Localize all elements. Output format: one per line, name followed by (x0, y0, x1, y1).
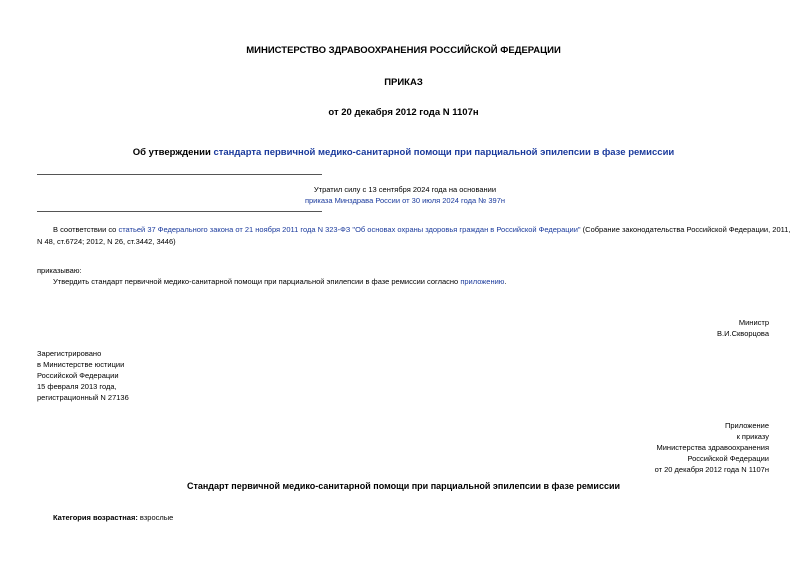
doc-type-heading: ПРИКАЗ (384, 77, 423, 88)
order-text (53, 276, 507, 287)
appendix-link[interactable]: приложению (460, 277, 505, 286)
preamble-source: (Собрание законодательства Российской Федерации, 2011, (580, 225, 791, 234)
appendix-line: Российской Федерации (687, 454, 769, 463)
signature-role: Министр (738, 318, 769, 327)
registration-line: Зарегистрировано (37, 349, 102, 358)
order-label: приказываю: (37, 266, 82, 275)
validity-note (200, 184, 610, 206)
registration-line: 15 февраля 2013 года, (37, 382, 117, 391)
age-category-value: взрослые (137, 513, 174, 522)
registration-block (37, 348, 129, 403)
registration-line: регистрационный N 27136 (37, 393, 129, 402)
preamble-line1 (53, 224, 791, 235)
registration-line: в Министерстве юстиции (37, 360, 125, 369)
age-category-label: Категория возрастная: (53, 513, 138, 522)
signature-block (717, 317, 769, 339)
appendix-line: от 20 декабря 2012 года N 1107н (654, 465, 769, 474)
order-body: Утвердить стандарт первичной медико-санитарной помощи при парциальной эпилепсии в фазе ремиссии согласно (53, 277, 461, 286)
appendix-line: Приложение (725, 421, 769, 430)
registration-line: Российской Федерации (37, 371, 119, 380)
preamble-line2: N 48, ст.6724; 2012, N 26, ст.3442, 3446) (37, 237, 176, 246)
ministry-heading: МИНИСТЕРСТВО ЗДРАВООХРАНЕНИЯ РОССИЙСКОЙ ФЕДЕРАЦИИ (246, 45, 561, 56)
age-category (53, 512, 173, 523)
appendix-line: Министерства здравоохранения (656, 443, 769, 452)
validity-order-link[interactable]: приказа Минздрава России от 30 июля 2024 года № 397н (304, 196, 506, 205)
doc-title-prefix: Об утверждении (132, 147, 214, 158)
divider-bottom (37, 211, 322, 212)
appendix-block (655, 420, 769, 475)
standard-title: Стандарт первичной медико-санитарной помощи при парциальной эпилепсии в фазе ремиссии (186, 481, 621, 491)
federal-law-link[interactable]: статьей 37 Федерального закона от 21 ноября 2011 года N 323-ФЗ "Об основах охраны здоровья граждан в Российской Федерации" (118, 225, 581, 234)
doc-title (0, 147, 807, 158)
doc-date-number: от 20 декабря 2012 года N 1107н (328, 107, 479, 118)
validity-line: Утратил силу с 13 сентября 2024 года на основании (313, 185, 497, 194)
signature-name: В.И.Скворцова (717, 329, 769, 338)
appendix-line: к приказу (736, 432, 769, 441)
divider-top (37, 174, 322, 175)
preamble-text: В соответствии со (53, 225, 119, 234)
standard-title-link[interactable]: стандарта первичной медико-санитарной помощи при парциальной эпилепсии в фазе ремиссии (213, 147, 675, 158)
order-end: . (504, 277, 507, 286)
